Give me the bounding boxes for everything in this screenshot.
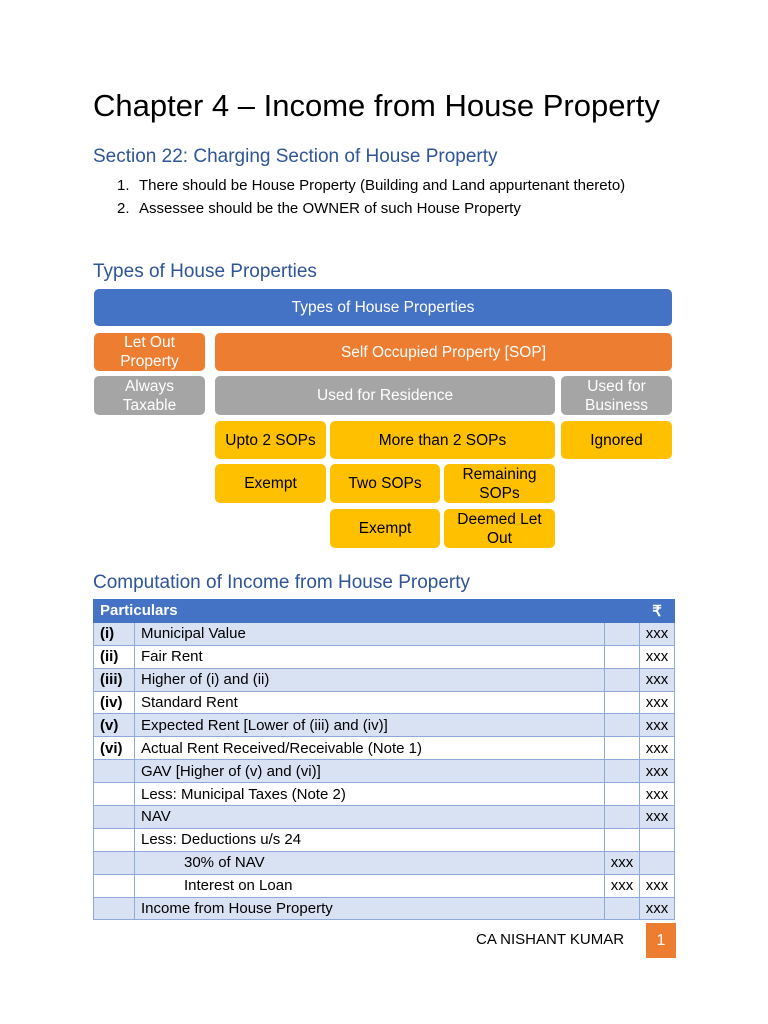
row-amount-cell: xxx	[640, 714, 675, 737]
row-number-cell	[94, 806, 135, 829]
table-row	[94, 622, 675, 645]
row-label-cell: Less: Deductions u/s 24	[135, 828, 605, 851]
row-amount-cell	[640, 828, 675, 851]
used-for-residence-box: Used for Residence	[215, 376, 555, 415]
list-item	[113, 197, 675, 220]
table-row	[94, 806, 675, 829]
list-item	[113, 174, 675, 197]
footer-author: CA NISHANT KUMAR	[476, 931, 625, 948]
row-number-cell	[94, 851, 135, 874]
row-sub-amount-cell	[605, 691, 640, 714]
row-sub-amount-cell	[605, 714, 640, 737]
row-sub-amount-cell	[605, 897, 640, 920]
table-row	[94, 714, 675, 737]
always-taxable-box: Always Taxable	[94, 376, 205, 415]
header-particulars: Particulars	[94, 600, 640, 623]
computation-heading: Computation of Income from House Property	[93, 572, 471, 593]
exempt-box: Exempt	[330, 509, 440, 548]
row-sub-amount-cell: xxx	[605, 874, 640, 897]
row-amount-cell: xxx	[640, 691, 675, 714]
page-title: Chapter 4 – Income from House Property	[93, 88, 660, 123]
row-amount-cell: xxx	[640, 897, 675, 920]
list-text: There should be House Property (Building and Land appurtenant thereto)	[139, 177, 626, 194]
exempt-box: Exempt	[215, 464, 326, 503]
page-number-badge: 1	[646, 923, 676, 958]
table-row	[94, 874, 675, 897]
row-sub-amount-cell	[605, 806, 640, 829]
table-row	[94, 737, 675, 760]
table-row	[94, 783, 675, 806]
row-amount-cell: xxx	[640, 783, 675, 806]
used-for-business-box: Used for Business	[561, 376, 672, 415]
table-row	[94, 851, 675, 874]
row-number-cell: (ii)	[94, 645, 135, 668]
row-label-cell: Higher of (i) and (ii)	[135, 668, 605, 691]
row-amount-cell: xxx	[640, 874, 675, 897]
row-sub-amount-cell	[605, 737, 640, 760]
types-heading: Types of House Properties	[93, 261, 317, 282]
list-text: Assessee should be the OWNER of such House Property	[139, 200, 521, 217]
row-label-cell: Interest on Loan	[135, 874, 605, 897]
diagram-root-box: Types of House Properties	[94, 289, 672, 326]
row-label-cell: Standard Rent	[135, 691, 605, 714]
table-row	[94, 828, 675, 851]
row-number-cell	[94, 828, 135, 851]
list-number: 1.	[117, 177, 130, 194]
list-number: 2.	[117, 200, 130, 217]
row-sub-amount-cell	[605, 760, 640, 783]
table-row	[94, 645, 675, 668]
two-sops-box: Two SOPs	[330, 464, 440, 503]
table-row	[94, 897, 675, 920]
row-number-cell: (iv)	[94, 691, 135, 714]
row-number-cell	[94, 874, 135, 897]
table-row	[94, 691, 675, 714]
row-label-cell: Actual Rent Received/Receivable (Note 1)	[135, 737, 605, 760]
row-sub-amount-cell	[605, 645, 640, 668]
row-amount-cell: xxx	[640, 737, 675, 760]
header-currency: ₹	[640, 600, 675, 623]
row-number-cell: (v)	[94, 714, 135, 737]
row-sub-amount-cell	[605, 783, 640, 806]
row-number-cell: (iii)	[94, 668, 135, 691]
remaining-sops-box: Remaining SOPs	[444, 464, 555, 503]
row-label-cell: Income from House Property	[135, 897, 605, 920]
charging-conditions-list	[113, 174, 675, 220]
ignored-box: Ignored	[561, 421, 672, 459]
row-label-cell: Fair Rent	[135, 645, 605, 668]
row-sub-amount-cell	[605, 622, 640, 645]
let-out-property-box: Let Out Property	[94, 333, 205, 371]
row-number-cell	[94, 783, 135, 806]
deemed-let-out-box: Deemed Let Out	[444, 509, 555, 548]
section-22-heading: Section 22: Charging Section of House Property	[93, 146, 498, 167]
upto-2-sops-box: Upto 2 SOPs	[215, 421, 326, 459]
row-label-cell: Municipal Value	[135, 622, 605, 645]
row-amount-cell: xxx	[640, 668, 675, 691]
row-label-cell: GAV [Higher of (v) and (vi)]	[135, 760, 605, 783]
row-label-cell: 30% of NAV	[135, 851, 605, 874]
row-label-cell: Less: Municipal Taxes (Note 2)	[135, 783, 605, 806]
row-label-cell: NAV	[135, 806, 605, 829]
more-than-2-sops-box: More than 2 SOPs	[330, 421, 555, 459]
self-occupied-property-box: Self Occupied Property [SOP]	[215, 333, 672, 371]
row-amount-cell	[640, 851, 675, 874]
table-row	[94, 668, 675, 691]
row-sub-amount-cell	[605, 828, 640, 851]
table-header-row	[94, 600, 675, 623]
row-number-cell	[94, 760, 135, 783]
row-label-cell: Expected Rent [Lower of (iii) and (iv)]	[135, 714, 605, 737]
row-number-cell	[94, 897, 135, 920]
row-number-cell: (vi)	[94, 737, 135, 760]
row-number-cell: (i)	[94, 622, 135, 645]
row-sub-amount-cell	[605, 668, 640, 691]
row-amount-cell: xxx	[640, 622, 675, 645]
computation-table	[93, 599, 675, 920]
row-amount-cell: xxx	[640, 645, 675, 668]
row-amount-cell: xxx	[640, 806, 675, 829]
table-row	[94, 760, 675, 783]
row-amount-cell: xxx	[640, 760, 675, 783]
row-sub-amount-cell: xxx	[605, 851, 640, 874]
